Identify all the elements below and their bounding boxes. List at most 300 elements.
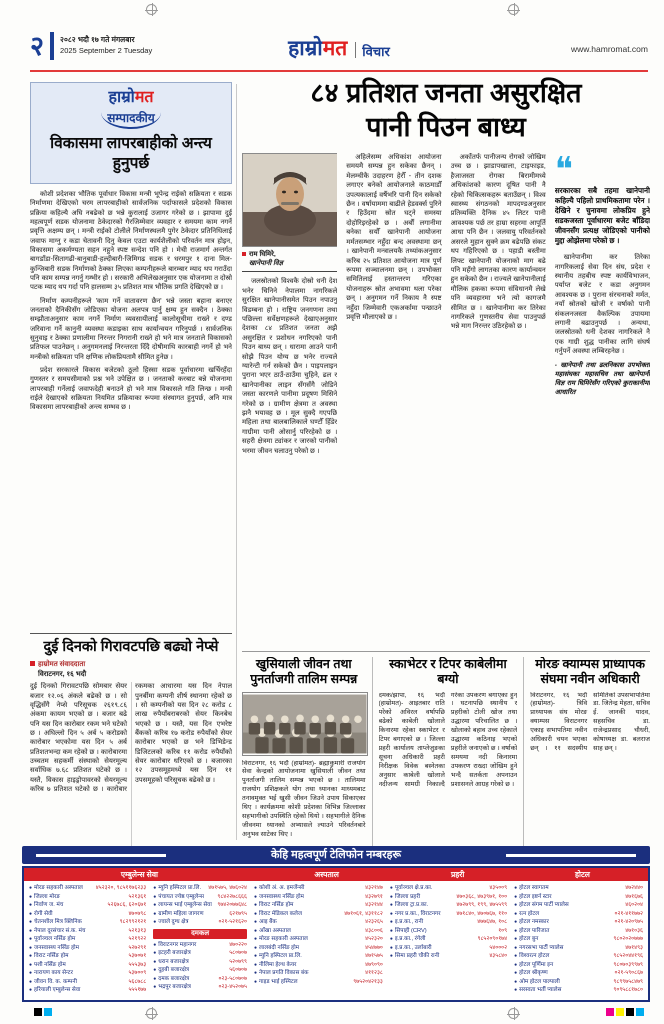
phone-entry-name: होटल इष्टर्न स्टार: [519, 893, 552, 900]
phone-entry: [29, 901, 146, 910]
bullet-icon: ●: [514, 970, 518, 976]
phone-entry: [514, 918, 643, 927]
phone-entry: [254, 918, 383, 927]
phone-list-hospital: [254, 884, 383, 995]
bullet-icon: ●: [253, 936, 257, 942]
phone-entry-name: नगरसभा पार्टी प्यालेस: [519, 944, 564, 951]
phone-entry-number: ०२१-५२१६२०: [218, 919, 247, 925]
main-headline: [242, 76, 650, 144]
phone-entry-number: ९७४२०७७६४८: [217, 902, 247, 908]
phone-entry: [29, 893, 146, 902]
phone-entry-number: ४७१५७५: [365, 953, 383, 959]
phone-entry-name: निर्वाण ज. मंच: [34, 902, 64, 908]
phone-entry: [153, 893, 247, 902]
phone-entry: [514, 961, 643, 970]
bullet-icon: ●: [29, 970, 33, 976]
caption-name: राम घिमिरे,: [249, 251, 276, 259]
phone-entry: [514, 952, 643, 961]
phone-entry-name: जनस्वास्थ्य नर्सिङ होम: [258, 893, 304, 900]
phone-entry-name: होटल संगम पार्टी प्यालेस: [519, 902, 569, 908]
phone-entry-number: ५५५३७३: [128, 961, 147, 968]
phone-entry-number: ४७१०३६: [625, 927, 643, 934]
column-header-ambulance: एम्बुलेन्स सेवा: [120, 869, 159, 879]
bullet-icon: ●: [514, 978, 518, 985]
phone-entry-number: ५३७०७१: [128, 953, 147, 959]
bullet-icon: ●: [153, 902, 157, 908]
bullet-icon: ●: [514, 893, 518, 900]
phone-entry-name: जीवन वि. क. कम्पनी: [34, 978, 77, 985]
bullet-icon: ●: [253, 902, 257, 908]
phone-entry-name: लायन्स भाई एम्बुलेन्स सेवा: [158, 902, 212, 908]
phone-entry-name: नगर प्र.का., विराटनगर: [394, 910, 441, 917]
bullet-icon: ●: [389, 910, 393, 917]
phone-entry-name: पशी नर्सिङ होम: [34, 961, 66, 968]
phone-entry-number: ९०९५८८१७८०: [613, 987, 643, 993]
phone-directory-body: [24, 881, 648, 1000]
nepse-headline: दुई दिनको गिरावटपछि बढ्यो नेप्से: [43, 638, 219, 655]
registration-mark: [146, 4, 157, 15]
bullet-icon: ●: [29, 944, 33, 951]
phone-entry-name: दुहबी बजारक्षेत्र: [158, 967, 190, 973]
article-text: खानेपानीमा कर तिरेका नागरिकलाई सेवा दिन संघ, प्रदेश र स्थानीय तहबीच स्पष्ट कार्यविभाजन, पर्याप्त बजेट र कडा अनुगमन आवश्यक छ । पुराना संरचनाको मर्मत, नयाँ स्रोतको खोजी र वर्षाको पानी संकलनजस्ता वैकल्पिक उपायमा लगानी बढाउनुपर्छ । अन्यथा, जलस्रोतको धनी देशका नागरिकले नै एक गाग्री शुद्ध पानीका लागि संघर्ष गर्नुपर्ने अवस्था लम्बिरहनेछ ।: [554, 254, 650, 356]
phone-sub-header: दमकल: [153, 929, 247, 939]
phone-entry: [153, 910, 247, 919]
bullet-icon: ●: [253, 944, 257, 951]
bullet-icon: ●: [514, 902, 518, 908]
phone-entry-number: ०२१-४२०९७५: [614, 919, 643, 925]
bullet-icon: ●: [29, 902, 33, 908]
article-column-2: [346, 153, 441, 647]
bullet-icon: ●: [29, 987, 33, 993]
phone-entry-number: ४७१५७५, ४७६०२४: [208, 885, 247, 891]
nepse-byline: [30, 660, 232, 679]
phone-entry-number: ४७७६४७, १०८: [477, 919, 508, 925]
bullet-icon: ●: [253, 919, 257, 925]
phone-entry: [514, 910, 643, 919]
phone-entry-name: पूर्वाञ्चल क्षे.प्र.का.: [394, 885, 433, 891]
phone-entry-name: नेपाल प्रगति विकास बंक: [258, 970, 309, 976]
phone-entry-name: सरस्वता भर्ती प्यालेस: [519, 987, 562, 993]
phone-entry-name: म्युनि हस्पिटल प्रा.लि.: [258, 953, 302, 959]
main-article: [242, 76, 650, 847]
left-column: [30, 82, 232, 854]
phone-entry: [153, 966, 247, 975]
phone-entry-number: ५४०००२: [489, 944, 508, 951]
phone-directory: [22, 846, 650, 1002]
bullet-icon: ●: [29, 919, 33, 925]
phone-entry-name: नेपाल दूरसंचार सं.क. मंच: [34, 927, 86, 934]
bullet-icon: ●: [389, 936, 393, 942]
bullet-icon: ●: [389, 919, 393, 925]
phone-entry-number: ४५२३२०, ९८५११७६२३३: [95, 885, 147, 891]
bullet-icon: ●: [253, 961, 257, 968]
phone-entry-name: होटल पारिजात: [519, 927, 550, 934]
phone-entry-number: ५२१३६१: [128, 893, 147, 900]
phone-entry-number: १०९: [498, 927, 508, 934]
bullet-icon: ●: [153, 893, 157, 900]
phone-entry-number: ४३५००९: [489, 885, 508, 891]
phone-entry: [514, 935, 643, 944]
phone-entry: [153, 958, 247, 967]
bullet-icon: ●: [253, 970, 257, 976]
photo-caption: [242, 250, 337, 268]
column-header-hospital: अस्पताल: [314, 869, 339, 879]
bullet-icon: ●: [153, 885, 157, 891]
phone-entry-name: सिपाही (CRV): [394, 927, 427, 934]
bullet-icon: ●: [514, 987, 518, 993]
bullet-icon: ●: [389, 893, 393, 900]
phone-entry-number: ४३२१४७: [365, 885, 383, 891]
color-swatch-black: [34, 1008, 42, 1016]
phone-entry-number: ५५५१७७: [128, 987, 147, 993]
color-swatch-magenta: [606, 1008, 614, 1016]
editorial-paragraph: कोशी प्रदेशका भौतिक पूर्वाधार विकास मन्त्री भूपेन्द्र राईको सक्रियता र सडक निर्माणमा देखिएको चरम लापरबाहीको सार्वजनिक पर्दाफासले प्रदेशको विकास प्रक्रिया कहिल्यै अघि नबढेको छ भन्ने कुरालाई उजागर गरेको छ । झापामा दुई महत्वपूर्ण सडक योजनामा ठेकेदारको गैरजिम्मेवार व्यवहार र समयमा काम नगर्ने प्रवृत्ति अक्षम्य छन् । मन्त्री राईको टोलीले निर्माणस्थलमै पुगेर ठेकेदार प्रतिनिधिलाई जवाफ माग्नु र कडा चेतावनी दिनु केवल एउटा कार्यशैलीको परिवर्तन मात्र होइन, विकासमा अकर्मण्यता सहन नहुने स्पष्ट सन्देश पनि हो । मेची राजमार्ग अन्तर्गत बागडाँडा-सितागढी-बानुबाडी-हल्दीबारी-जिमिगढ सडक र धरमपुर १ दाना मिल-कुन्जिबारी सडक निर्माणको ठेक्का लिएका कम्पनीहरूले बारम्बार म्याद थप गराउँदा पनि काम सम्पन्न नगर्नु गम्भीर हो । सरकारी अभिलेखअनुसार एक योजनामा त दोस्रो पटक म्याद थप गर्दा पनि हालसम्म ३५ प्रतिशत मात्र भौतिक प्रगति देखिएको छ ।: [30, 190, 232, 292]
phone-directory-table: [22, 866, 650, 1002]
phone-entry: [254, 961, 383, 970]
phone-entry-number: ५६०७०७: [229, 967, 247, 973]
phone-entry-name: हरियाली एम्बुलेन्स सेवा: [34, 987, 81, 993]
bullet-icon: ●: [253, 893, 257, 900]
phone-entry: [254, 901, 383, 910]
quote-icon: ❝: [554, 153, 574, 191]
phone-list-hotel: [514, 884, 643, 995]
phone-entry-name: ग्रामीण महिला जागरण: [158, 910, 204, 917]
bullet-icon: ●: [253, 910, 257, 917]
phone-entry: [29, 961, 146, 970]
phone-entry: [29, 952, 146, 961]
editorial-headline: विकासमा लापरबाहीको अन्त्य हुनुपर्छ: [50, 135, 212, 173]
phone-entry-name: इ.प्र.का., रंगेली: [394, 936, 426, 942]
phone-entry-number: ४२३२६५: [365, 919, 383, 925]
editorial-logo-part1: हाम्रो: [108, 89, 135, 106]
phone-entry: [390, 935, 507, 944]
phone-entry-name: ज्वाले दुग्ध क्षेत्र: [158, 919, 189, 925]
byline-dateline: विराटनगर, १६ भदौ: [38, 670, 87, 678]
bullet-icon: ●: [29, 910, 33, 917]
phone-entry-number: ५२१३१३: [128, 927, 147, 934]
phone-entry-number: ४७२७९९, १९९, ४७५५९९: [456, 902, 508, 908]
phone-entry: [254, 978, 383, 987]
registration-mark: [508, 4, 519, 15]
byline-bullet-icon: [30, 661, 35, 666]
bullet-icon: ●: [153, 950, 157, 956]
phone-entry: [153, 901, 247, 910]
phone-list-ambulance-b: [153, 884, 247, 995]
nepse-article: [30, 633, 232, 854]
main-headline-line1: ८४ प्रतिशत जनता असुरक्षित: [310, 78, 582, 108]
bullet-icon: ●: [253, 927, 257, 934]
article-column-3: [451, 153, 546, 647]
phone-entry: [29, 884, 146, 893]
bullet-icon: ●: [514, 910, 518, 917]
morang-headline: [530, 657, 650, 688]
phone-entry-name: होटल स्वागतम: [519, 885, 549, 891]
phone-entry-number: ४५४७७०: [365, 944, 383, 951]
phone-entry: [390, 901, 507, 910]
phone-entry: [514, 893, 643, 902]
editorial-logo-part2: मत: [134, 89, 154, 106]
phone-entry-name: रत्न होटल: [519, 910, 540, 917]
page-header: [30, 30, 648, 72]
phone-entry: [390, 918, 507, 927]
phone-entry: [390, 893, 507, 902]
editorial-paragraph: प्रदेश सरकारले विकास बजेटको ठूलो हिस्सा सडक पूर्वाधारमा खर्चिरहँदा गुणस्तर र समयसीमाको प्रश्न भने उपेक्षित छ । जनताको करबाट बन्ने योजनामा लापरबाही गर्नेलाई जवाफदेही बनाउने हो भने मात्र विकासले गति लिन्छ । मन्त्री राईले देखाएको सक्रियता नियमित प्रक्रियाका रूपमा संस्थागत हुनुपर्छ, अनि मात्र विकासमा लापरबाहीको अन्त्य सम्भव छ ।: [30, 367, 232, 412]
phone-entry-number: ४७१६७६: [625, 893, 643, 900]
article-column-1: [242, 153, 337, 647]
phone-entry-number: ४३५८४०: [489, 953, 508, 959]
bullet-icon: ●: [514, 961, 518, 968]
bullet-icon: ●: [253, 885, 257, 891]
phone-entry-number: ९८५२०९०१७४: [477, 936, 508, 942]
article-text: अहिलेसम्म अधिकांश आयोजना समयमै सम्पन्न हुन सकेका छैनन् । मेलम्चीकै उदाहरण हेरौँ - तीन दशक लगाएर बनेको आयोजनाले काठमाडौँ उपत्यकालाई वर्षैभरि पानी दिन सकेको छैन । वर्षायाममा बाढीले हेडवर्क्स पुरिने र हिउँदमा स्रोत घट्ने समस्या दोहोरिइरहेको छ । अर्बौं लगानीमा बनेका सयौँ खानेपानी आयोजना मर्मतसम्भार नहुँदा बन्द अवस्थामा छन् । खानेपानी मन्त्रालयकै तथ्यांकअनुसार करिब २५ प्रतिशत आयोजना मात्र पूर्ण रूपमा सञ्चालनमा छन् । उपभोक्ता समितिलाई हस्तान्तरण गरिएका योजनाहरू स्रोत अभावमा थला परेका छन् । अनुगमन गर्ने निकाय नै स्पष्ट नहुँदा जिम्मेवारी एकअर्कामा पन्छाउने प्रवृत्ति मौलाएको छ ।: [346, 154, 442, 321]
phone-entry-name: होटल नमस्कार: [519, 919, 549, 925]
phone-entry-name: मोरङ सहकारी अस्पताल: [34, 885, 83, 891]
training-body: विराटनगर, १६ भदौ (हाम्रोमत)- ब्रह्माकुमारी राजयोग सेवा केन्द्रको आयोजनामा खुसियाली जीवन तथा पुनर्ताजगी तालिम सम्पन्न भएको छ । तालिममा राजयोग प्रशिक्षकले योग तथा ध्यानका माध्यमबाट तनावमुक्त भई खुसी जीवन जिउने उपाय सिकाएका थिए । कार्यक्रममा कोशी प्रदेशका विभिन्न जिल्लाका सहभागीको उपस्थिति रहेको थियो । सहभागीले दैनिक जीवनमा ध्यानको अभ्यासले ल्याउने परिवर्तनबारे अनुभव साटेका थिए ।: [242, 759, 366, 838]
training-headline: [242, 657, 366, 688]
bullet-icon: ●: [153, 984, 157, 990]
phone-entry: [153, 975, 247, 984]
editorial-kicker: सम्पादकीय: [101, 109, 161, 129]
phone-entry: [514, 927, 643, 936]
phone-entry-name: जिल्ला मोरङ: [34, 893, 61, 900]
article-column-4: [555, 153, 650, 647]
phone-entry: [514, 884, 643, 893]
phone-entry-number: ५२०७९९: [229, 958, 247, 965]
phone-entry: [29, 969, 146, 978]
phone-entry-name: विराट नर्सिङ होम: [258, 902, 294, 908]
phone-entry-name: कोशी अं. अ. इमर्जेन्सी: [258, 885, 305, 891]
phone-entry-name: ओम होटल पाल्पाली: [519, 978, 560, 985]
phone-entry-number: ९८०७०३९९७९: [613, 961, 643, 968]
phone-entry-name: आइ बैंक: [258, 919, 277, 925]
phone-entry: [29, 978, 146, 987]
phone-entry-name: होटल बुन: [519, 936, 539, 942]
phone-entry: [153, 884, 247, 893]
bullet-icon: ●: [29, 893, 33, 900]
morang-headline-line2: संघमा नवीन अधिकारी: [540, 672, 640, 687]
excavator-headline: स्काभेटर र टिपर काबेलीमा बग्यो: [389, 657, 507, 687]
phone-entry-number: ४७१४९३: [625, 944, 643, 951]
editorial-body: [30, 190, 232, 628]
excavator-body: दमक/झापा, १६ भदौ (हाम्रोमत)- आइतबार राति परेको अविरल वर्षापछि बढेको काबेली खोलाले किनारमा रहेका स्काभेटर र टिपर बगाएको छ । जिल्ला प्रहरी कार्यालय ताप्लेजुङका सूचना अधिकारी प्रहरी निरीक्षक विवेक बस्नेतका अनुसार काबेली खोलाले नदीजन्य सामग्री निकाल्दै गरेका उपकरण बगाएका हुन् । घटनापछि स्थानीय र प्रहरीको टोली खोज तथा उद्धारमा परिचालित छ । खोलाको बहाव उच्च रहेकाले उद्धारमा कठिनाइ भएको प्रहरीले जनाएको छ । वर्षाको समयमा नदी किनारमा उपकरण राख्दा जोखिम हुने भन्दै सतर्कता अपनाउन प्रशासनले आग्रह गरेको छ ।: [378, 691, 518, 788]
phone-entry-name: विराटनगर महानगर: [158, 941, 197, 948]
phone-entry-number: ४३२१४४: [365, 902, 383, 908]
bullet-icon: ●: [153, 975, 157, 982]
bullet-icon: ●: [253, 953, 257, 959]
phone-entry: [29, 944, 146, 953]
morang-headline-line1: मोरङ क्याम्पस प्राध्यापक: [535, 657, 645, 672]
bullet-icon: ●: [514, 944, 518, 951]
website-url: www.hamromat.com: [571, 44, 648, 54]
phone-entry: [153, 983, 247, 992]
phone-entry: [254, 893, 383, 902]
phone-entry: [29, 910, 146, 919]
bullet-icon: ●: [514, 885, 518, 891]
bullet-icon: ●: [389, 953, 393, 959]
phone-entry-number: ९८४२२७८६६६: [217, 893, 247, 900]
phone-entry: [254, 969, 383, 978]
bullet-icon: ●: [29, 936, 33, 942]
phone-entry-name: सिमा प्रहरी चौकी रानी: [394, 953, 440, 959]
bullet-icon: ●: [29, 978, 33, 985]
registration-mark: [146, 1008, 157, 1019]
phone-entry: [390, 952, 507, 961]
phone-entry: [254, 927, 383, 936]
bullet-icon: ●: [153, 910, 157, 917]
phone-entry-name: भद्रपुर बजारक्षेत्र: [158, 984, 191, 990]
phone-entry: [29, 918, 146, 927]
bullet-icon: ●: [389, 944, 393, 951]
main-headline-line2: पानी पिउन बाध्य: [366, 112, 526, 143]
phone-entry: [29, 935, 146, 944]
phone-list-ambulance-a: [29, 884, 146, 995]
training-article: [242, 657, 372, 847]
phone-entry-number: ४७०७९८: [128, 910, 147, 917]
phone-entry-number: ४७२४४०: [625, 885, 643, 891]
bullet-icon: ●: [514, 927, 518, 934]
phone-list-police: [390, 884, 507, 995]
editorial-box: [30, 82, 232, 184]
phone-entry-number: ४३२७९१: [365, 893, 383, 900]
article-text: जलस्रोतको विश्वकै दोस्रो धनी देश भनेर चिनिने नेपालमा नागरिकले सुरक्षित खानेपानीसमेत पिउन नपाउनु विडम्बना हो । राष्ट्रिय जनगणना तथा पछिल्ला सर्वेक्षणहरूले देखाएअनुसार देशका ८४ प्रतिशत जनता अझै असुरक्षित र प्रशोधन नगरिएको पानी पिउन बाध्य छन् । धारामा आउने पानी सोझै पिउन योग्य छ भनेर राज्यले ग्यारेन्टी गर्न सकेको छैन । पाइपलाइन पुराना भएर ठाउँ-ठाउँमा चुहिने, ढल र खानेपानीका लाइन सँगसँगै जोडिने जस्ता कारणले पानीमा प्रदूषण मिसिने गरेको छ । ग्रामीण क्षेत्रमा त अवस्था झनै भयावह छ । मूल सुक्दै गएपछि महिला तथा बालबालिकाले घण्टौँ हिँडेर गाग्रीमा पानी ओसार्नु परिरहेको छ । सहरी क्षेत्रमा ट्यांकर र जारको पानीको भरमा जीवन चलाउनु परेको छ ।: [242, 278, 338, 455]
color-swatch-black: [626, 1008, 634, 1016]
phone-entry-name: रोगी सेवी: [34, 910, 53, 917]
phone-entry-number: ९८२९९२१२१: [119, 919, 147, 925]
article-attribution: - खानेपानी तथा ढलनिकास उपभोक्ता महासंघका महासचिव तथा खानेपानी विज्ञ राम घिमिरेसँग गरिएको कुराकानीमा आधारित: [554, 361, 650, 396]
phone-entry-name: लालबंदी नर्सिङ होम: [258, 944, 300, 951]
phone-entry: [390, 944, 507, 953]
phone-entry-name: म्युनि हस्पिटल प्रा.लि.: [158, 885, 202, 891]
phone-entry: [29, 986, 146, 995]
phone-entry-number: ६२१७९५: [229, 910, 247, 917]
phone-entry: [254, 884, 383, 893]
phone-entry: [514, 901, 643, 910]
phone-entry: [153, 941, 247, 950]
phone-entry: [390, 910, 507, 919]
phone-entry-number: ४७०२२०: [229, 941, 247, 948]
phone-entry-number: ५२७२९१: [128, 944, 147, 951]
phone-entry: [514, 986, 643, 995]
phone-entry-name: मोरङ सहकारी अस्पताल: [258, 936, 308, 942]
masthead-part2: मत: [322, 37, 348, 60]
phone-entry-number: ९८५२०४४१९६: [613, 953, 643, 959]
phone-entry-number: ४६०२०४: [625, 902, 643, 908]
phone-entry: [514, 944, 643, 953]
column-header-police: प्रहरी: [450, 869, 465, 879]
phone-entry-name: विश्वरत्न होटल: [519, 953, 550, 959]
phone-entry: [514, 978, 643, 987]
phone-entry-number: ४११२३८: [365, 970, 383, 976]
bullet-icon: ●: [153, 958, 157, 965]
caption-role: खानेपानी विज्ञ: [249, 260, 284, 268]
phone-entry: [254, 952, 383, 961]
phone-entry-name: होटल श्रीकृष्ण: [519, 970, 548, 976]
morang-article: [523, 657, 650, 847]
phone-entry-name: नीलिमा हेल्थ केयर: [258, 961, 297, 968]
phone-entry-number: ५२१९२२: [128, 936, 147, 942]
phone-entry-name: दमक बजारक्षेत्र: [158, 975, 190, 982]
training-group-photo: [242, 692, 368, 756]
training-headline-line1: खुसियाली जीवन तथा: [255, 657, 352, 672]
phone-entry-name: जनस्वास्थ्य नर्सिङ होम: [34, 944, 79, 951]
phone-entry: [254, 935, 383, 944]
column-rule: [236, 84, 237, 840]
phone-entry-number: ४७१०६१, ४३११८२: [344, 910, 383, 917]
phone-entry-number: ९७५२०४२१३३: [353, 978, 383, 985]
bullet-icon: ●: [29, 927, 33, 934]
phone-entry-name: आँखा अस्पताल: [258, 927, 291, 934]
phone-entry-name: इटहरी बजारक्षेत्र: [158, 950, 191, 956]
phone-entry-name: जिल्ला प्रहरी: [394, 893, 421, 900]
bullet-icon: ●: [153, 941, 157, 948]
pull-quote-text: सरकारका सबै तहमा खानेपानी कहिल्यै पहिलो प्राथमिकतामा परेन । देखिने र चुनावमा लोकप्रिय हुने सडकजस्ता पूर्वाधारमा बजेट बाँडिदा जीवनसँग प्रत्यक्ष जोडिएको पानीको मुद्दा ओझेलमा परेको छ ।: [554, 186, 650, 246]
article-columns: [242, 153, 650, 647]
bullet-icon: ●: [29, 953, 33, 959]
phone-entry: [390, 884, 507, 893]
date-english: 2025 September 2 Tuesday: [60, 46, 153, 55]
phone-entry: [254, 944, 383, 953]
phone-entry-number: ५६८७८८: [128, 978, 147, 985]
phone-entry-number: ९८०२०२०७७७: [613, 936, 643, 942]
color-bar-left: [34, 1008, 52, 1016]
registration-mark: [508, 1008, 519, 1019]
bullet-icon: ●: [389, 902, 393, 908]
bullet-icon: ●: [389, 927, 393, 934]
phone-entry-number: ४५२३२०: [365, 936, 383, 942]
phone-entry-name: गाइड भाई हस्पिटल: [258, 978, 298, 985]
phone-entry: [254, 910, 383, 919]
phone-entry-number: ०२३-४५२०७५: [218, 984, 247, 990]
section-name: विचार: [362, 43, 390, 59]
phone-entry-name: इ.प्र.का., उर्लाबारी: [394, 944, 432, 951]
phone-entry-name: होटल पूर्णिमा इन: [519, 961, 554, 968]
training-headline-line2: पुनर्ताजगी तालिम सम्पन्न: [250, 672, 358, 687]
phone-entry-name: धरान बजारक्षेत्र: [158, 958, 189, 965]
caption-bullet-icon: [242, 252, 246, 256]
phone-entry: [514, 969, 643, 978]
phone-entry-number: ५३७००९: [128, 970, 147, 976]
bullet-icon: ●: [153, 919, 157, 925]
bullet-icon: ●: [514, 919, 518, 925]
bullet-icon: ●: [514, 936, 518, 942]
caption-rule: [242, 271, 337, 272]
phone-entry-number: ४७१८४०, ४७०७६७, ११०: [456, 910, 508, 917]
editorial-logo: [37, 90, 225, 106]
phone-entry-name: जिल्ला ट्रा.प्र.का.: [394, 902, 429, 908]
masthead-part1: हाम्रो: [288, 37, 323, 60]
color-bar-right: [606, 1008, 644, 1016]
editorial-paragraph: निर्माण कम्पनीहरूले 'काम गर्ने वातावरण छैन' भन्ने जस्ता बहाना बनाएर जनताको दैनिकीसँग जोडिएका योजना अलपत्र पार्नु क्षम्य हुन सक्दैन । ठेक्का सम्झौताअनुसार काम नगर्ने निर्माण व्यवसायीलाई कालोसूचीमा राख्ने र दण्ड जरिवाना गर्ने कानुनी व्यवस्था कडाइका साथ कार्यान्वयन गरिनुपर्छ । सार्वजनिक सुनुवाइ र ठेक्का प्रणालीमा निरन्तर निगरानी राख्ने हो भने मात्र जनताले विकासको प्रतिफल पाउनेछन् । अनुगमनलाई निरन्तरता दिँदै दोषीमाथि कारबाही नगर्ने हो भने मन्त्रीको सक्रियता पनि क्षणिक लोकप्रियतामै सीमित हुनेछ ।: [30, 297, 232, 361]
phone-directory-title: केहि महत्वपूर्ण टेलिफोन नम्बरहरू: [22, 846, 650, 864]
morang-body: विराटनगर, १६ भदौ (हाम्रोमत)- त्रिवि प्राध्यापक संघ मोरङ क्याम्पस विराटनगर एकाइ सभापतिमा नवीन अधिकारी चयन भएका छन् । ११ सदस्यीय समितिको उपसभापतिमा डा. जितेन्द्र मेहता, सचिव ई. जानकी यादव, सहसचिव डा. राजेन्द्रप्रसाद चौधरी, कोषाध्यक्ष डा. बलराज साह छन् ।: [530, 691, 650, 752]
bullet-icon: ●: [253, 978, 257, 985]
phone-entry-number: ०२१-५९०८६७: [614, 970, 643, 976]
excavator-article: [372, 657, 524, 847]
bullet-icon: ●: [29, 885, 33, 891]
masthead: [30, 30, 648, 62]
phone-entry-number: ४७९०९०: [365, 961, 383, 968]
pull-quote: [554, 153, 650, 246]
byline-author: हाम्रोमत संवाददाता: [38, 661, 86, 669]
phone-entry-name: पंचायत ज्येष्ठ एम्बुलेन्स: [158, 893, 204, 900]
nepse-body: दुई दिनको गिरावटपछि सोमबार सेयर बजार १२.०६ अंकले बढेको छ । सो वृद्धिसँगै नेप्से परिसूचक २६१९.८६ अंकमा कायम भएको छ । बजार बढे पनि यस दिन कारोबार रकम भने घटेको छ । अघिल्लो दिन ५ अर्ब ५ करोडको कारोबार भएकोमा यस दिन ५ अर्ब प्रतिशतभन्दा कम रहेको छ । कारोबारमा उच्चतम सहकर्मी संस्थाको सेयरमूल्य सर्वाधिक ७.६८ प्रतिशत घटेको छ । यस्तै, विकास हाइड्रोपावरको सेयरमूल्य करिब ७ प्रतिशत घटेको छ । कारोबार रकमका आधारमा यस दिन नेपाल पुनर्बीमा कम्पनी शीर्ष स्थानमा रहेको छ । सो कम्पनीको यस दिन २८ करोड ८ लाख रुपैयाँबराबरको सेयर किनबेच भएको छ । यस्तै, यस दिन एभरेष्ट बैंकको करिब १७ करोड रुपैयाँको सेयर कारोबार भएको छ भने डिभिडेन्ड डिजिटलको करिब ११ करोड रुपैयाँको सेयर कारोबार धरिएको छ । बजारका १२ उपसमूहमध्ये यस दिन ११ उपसमूहको परिसूचक बढेको छ ।: [30, 683, 232, 793]
phone-entry-name: पूर्वाञ्चल नर्सिङ होम: [34, 936, 76, 942]
bottom-articles-band: [242, 651, 650, 847]
phone-entry: [153, 949, 247, 958]
phone-entry-name: इ.प्र.का., रानी: [394, 919, 424, 925]
masthead-separator: [355, 42, 356, 58]
phone-entry-name: चेतनशील मित्र क्लिनिक: [34, 919, 82, 925]
